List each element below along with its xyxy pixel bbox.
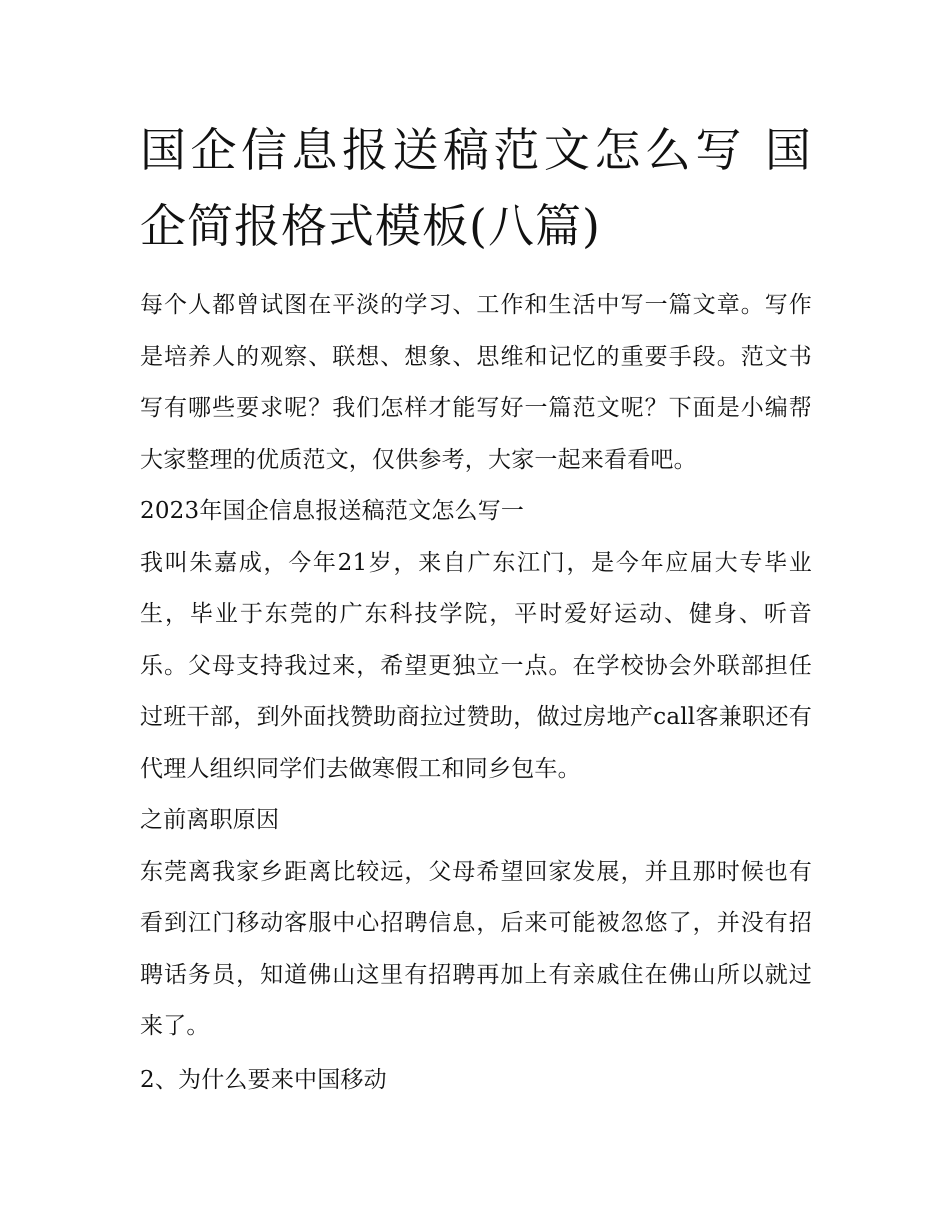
document-body (140, 280, 812, 1106)
document-page (140, 112, 812, 1106)
self-introduction-paragraph: 我叫朱嘉成，今年21岁，来自广东江门，是今年应届大专毕业生，毕业于东莞的广东科技学院，平时爱好运动、健身、听音乐。父母支持我过来，希望更独立一点。在学校协会外联部担任过班干部，到外面找赞助商拉过赞助，做过房地产call客兼职还有代理人组织同学们去做寒假工和同乡包车。 (140, 549, 812, 782)
document-title: 国企信息报送稿范文怎么写 国企简报格式模板(八篇) (140, 123, 812, 253)
section-heading-resign-reason: 之前离职原因 (140, 807, 280, 833)
section-heading-1: 2023年国企信息报送稿范文怎么写一 (140, 498, 525, 524)
resign-reason-paragraph: 东莞离我家乡距离比较远，父母希望回家发展，并且那时候也有看到江门移动客服中心招聘信息，后来可能被忽悠了，并没有招聘话务员，知道佛山这里有招聘再加上有亲戚住在佛山所以就过来了。 (140, 858, 812, 1039)
intro-paragraph: 每个人都曾试图在平淡的学习、工作和生活中写一篇文章。写作是培养人的观察、联想、想象、思维和记忆的重要手段。范文书写有哪些要求呢？我们怎样才能写好一篇范文呢？下面是小编帮大家整理的优质范文，仅供参考，大家一起来看看吧。 (140, 292, 812, 473)
section-heading-2: 2、为什么要来中国移动 (140, 1066, 387, 1093)
